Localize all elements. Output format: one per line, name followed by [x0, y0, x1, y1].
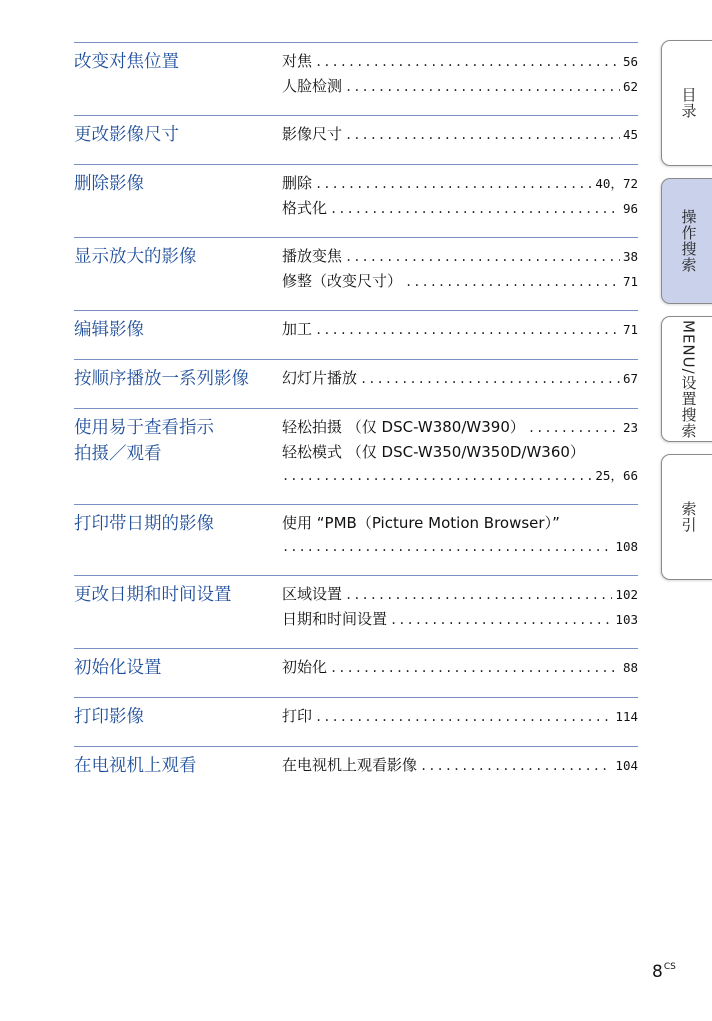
dot-leader	[330, 656, 620, 680]
entry-page-link[interactable]: 96	[622, 201, 638, 216]
section-title[interactable]	[74, 582, 282, 632]
toc-section	[74, 648, 638, 681]
section-title[interactable]	[74, 49, 282, 99]
toc-section	[74, 115, 638, 148]
entry-label: 日期和时间设置	[282, 610, 388, 628]
entry-page-link[interactable]: 56	[622, 54, 638, 69]
entry-page-link[interactable]: 62	[622, 79, 638, 94]
entry-page-link[interactable]: 103	[615, 612, 638, 627]
section-entries	[282, 317, 638, 343]
dot-leader	[405, 270, 620, 294]
section-title-line: 更改影像尺寸	[74, 125, 179, 145]
entry-label: 加工	[282, 320, 313, 338]
section-title-line: 改变对焦位置	[74, 52, 179, 72]
toc-entry[interactable]	[282, 269, 638, 294]
toc-entry[interactable]	[282, 440, 638, 488]
toc-content	[74, 42, 638, 795]
section-title[interactable]	[74, 753, 282, 779]
entry-page-link[interactable]: 38	[622, 249, 638, 264]
section-entries	[282, 415, 638, 488]
side-tab-label: 索引	[679, 501, 698, 533]
toc-entry[interactable]	[282, 122, 638, 147]
section-title-line: 打印带日期的影像	[74, 514, 214, 534]
toc-entry[interactable]	[282, 244, 638, 269]
section-title[interactable]	[74, 415, 282, 488]
toc-section	[74, 746, 638, 779]
side-tab-label: 目录	[679, 87, 698, 119]
section-title-line: 初始化设置	[74, 658, 162, 678]
toc-entry[interactable]	[282, 171, 638, 196]
entry-label: 轻松模式 （仅 DSC-W350/W350D/W360）	[282, 443, 585, 461]
section-title-line: 打印影像	[74, 707, 144, 727]
section-entries	[282, 753, 638, 779]
entry-label: 初始化	[282, 658, 328, 676]
toc-entry[interactable]	[282, 317, 638, 342]
section-title-line: 在电视机上观看	[74, 756, 197, 776]
dot-leader	[360, 367, 620, 391]
entry-page-link[interactable]: 23	[622, 420, 638, 435]
toc-section	[74, 504, 638, 559]
section-title-line: 拍摄／观看	[74, 444, 162, 464]
dot-leader	[345, 75, 620, 99]
toc-entry[interactable]	[282, 49, 638, 74]
section-title[interactable]	[74, 122, 282, 148]
dot-leader	[345, 245, 620, 269]
section-entries	[282, 244, 638, 294]
entry-page-link[interactable]: 71	[622, 274, 638, 289]
entry-page-link[interactable]: 40，72	[595, 176, 638, 191]
dot-leader	[420, 754, 612, 778]
entry-label: 轻松拍摄 （仅 DSC-W380/W390）	[282, 418, 525, 436]
toc-section	[74, 164, 638, 221]
entry-page-link[interactable]: 108	[615, 539, 638, 554]
toc-section	[74, 359, 638, 392]
toc-entry[interactable]	[282, 415, 638, 440]
entry-page-link[interactable]: 25，66	[595, 468, 638, 483]
toc-section	[74, 310, 638, 343]
page-number	[652, 962, 676, 982]
entry-page-link[interactable]: 67	[622, 371, 638, 386]
section-title[interactable]	[74, 244, 282, 294]
entry-continuation	[282, 535, 638, 559]
dot-leader	[315, 705, 612, 729]
entry-page-link[interactable]: 45	[622, 127, 638, 142]
toc-section	[74, 697, 638, 730]
section-title-line: 更改日期和时间设置	[74, 585, 232, 605]
section-title-line: 编辑影像	[74, 320, 144, 340]
dot-leader	[315, 172, 592, 196]
toc-entry[interactable]	[282, 511, 638, 559]
dot-leader	[528, 416, 620, 440]
section-title[interactable]	[74, 317, 282, 343]
entry-label: 对焦	[282, 52, 313, 70]
section-entries	[282, 582, 638, 632]
entry-label: 播放变焦	[282, 247, 343, 265]
page-number-value: 8	[652, 962, 663, 982]
side-tab-label: MENU/设置搜索	[679, 319, 698, 439]
section-title-line: 删除影像	[74, 174, 144, 194]
dot-leader	[282, 535, 612, 559]
section-entries	[282, 366, 638, 392]
section-title[interactable]	[74, 511, 282, 559]
entry-label: 删除	[282, 174, 313, 192]
side-tab[interactable]	[661, 454, 712, 580]
section-title[interactable]	[74, 655, 282, 681]
section-entries	[282, 704, 638, 730]
entry-label: 格式化	[282, 199, 328, 217]
section-entries	[282, 655, 638, 681]
dot-leader	[315, 50, 620, 74]
toc-entry[interactable]	[282, 582, 638, 607]
entry-page-link[interactable]: 102	[615, 587, 638, 602]
dot-leader	[345, 583, 612, 607]
entry-page-link[interactable]: 71	[622, 322, 638, 337]
section-entries	[282, 511, 638, 559]
toc-entry[interactable]	[282, 704, 638, 729]
dot-leader	[330, 197, 620, 221]
toc-entry[interactable]	[282, 607, 638, 632]
page-number-suffix: CS	[663, 962, 676, 972]
entry-page-link[interactable]: 88	[622, 660, 638, 675]
side-tab-label: 操作搜索	[679, 209, 698, 273]
toc-section	[74, 408, 638, 488]
toc-entry[interactable]	[282, 74, 638, 99]
dot-leader	[345, 123, 620, 147]
entry-label: 区域设置	[282, 585, 343, 603]
toc-entry[interactable]	[282, 753, 638, 778]
entry-label: 在电视机上观看影像	[282, 756, 418, 774]
entry-continuation	[282, 464, 638, 488]
section-title[interactable]	[74, 171, 282, 221]
toc-section	[74, 237, 638, 294]
entry-label: 使用 “PMB（Picture Motion Browser）”	[282, 514, 560, 532]
section-entries	[282, 171, 638, 221]
section-title-line: 按顺序播放一系列影像	[74, 369, 249, 389]
entry-label: 人脸检测	[282, 77, 343, 95]
entry-page-link[interactable]: 114	[615, 709, 638, 724]
dot-leader	[282, 464, 592, 488]
entry-label: 打印	[282, 707, 313, 725]
section-title-line: 使用易于查看指示	[74, 418, 214, 438]
section-title-line: 显示放大的影像	[74, 247, 197, 267]
side-tab[interactable]	[661, 316, 712, 442]
toc-section	[74, 42, 638, 99]
section-entries	[282, 49, 638, 99]
entry-label: 修整（改变尺寸）	[282, 272, 403, 290]
entry-label: 幻灯片播放	[282, 369, 358, 387]
dot-leader	[315, 318, 620, 342]
section-title[interactable]	[74, 704, 282, 730]
toc-section	[74, 575, 638, 632]
side-tab[interactable]	[661, 40, 712, 166]
entry-page-link[interactable]: 104	[615, 758, 638, 773]
section-entries	[282, 122, 638, 148]
toc-entry[interactable]	[282, 366, 638, 391]
toc-entry[interactable]	[282, 655, 638, 680]
section-title[interactable]	[74, 366, 282, 392]
toc-entry[interactable]	[282, 196, 638, 221]
side-tab[interactable]	[661, 178, 712, 304]
entry-label: 影像尺寸	[282, 125, 343, 143]
dot-leader	[390, 608, 612, 632]
